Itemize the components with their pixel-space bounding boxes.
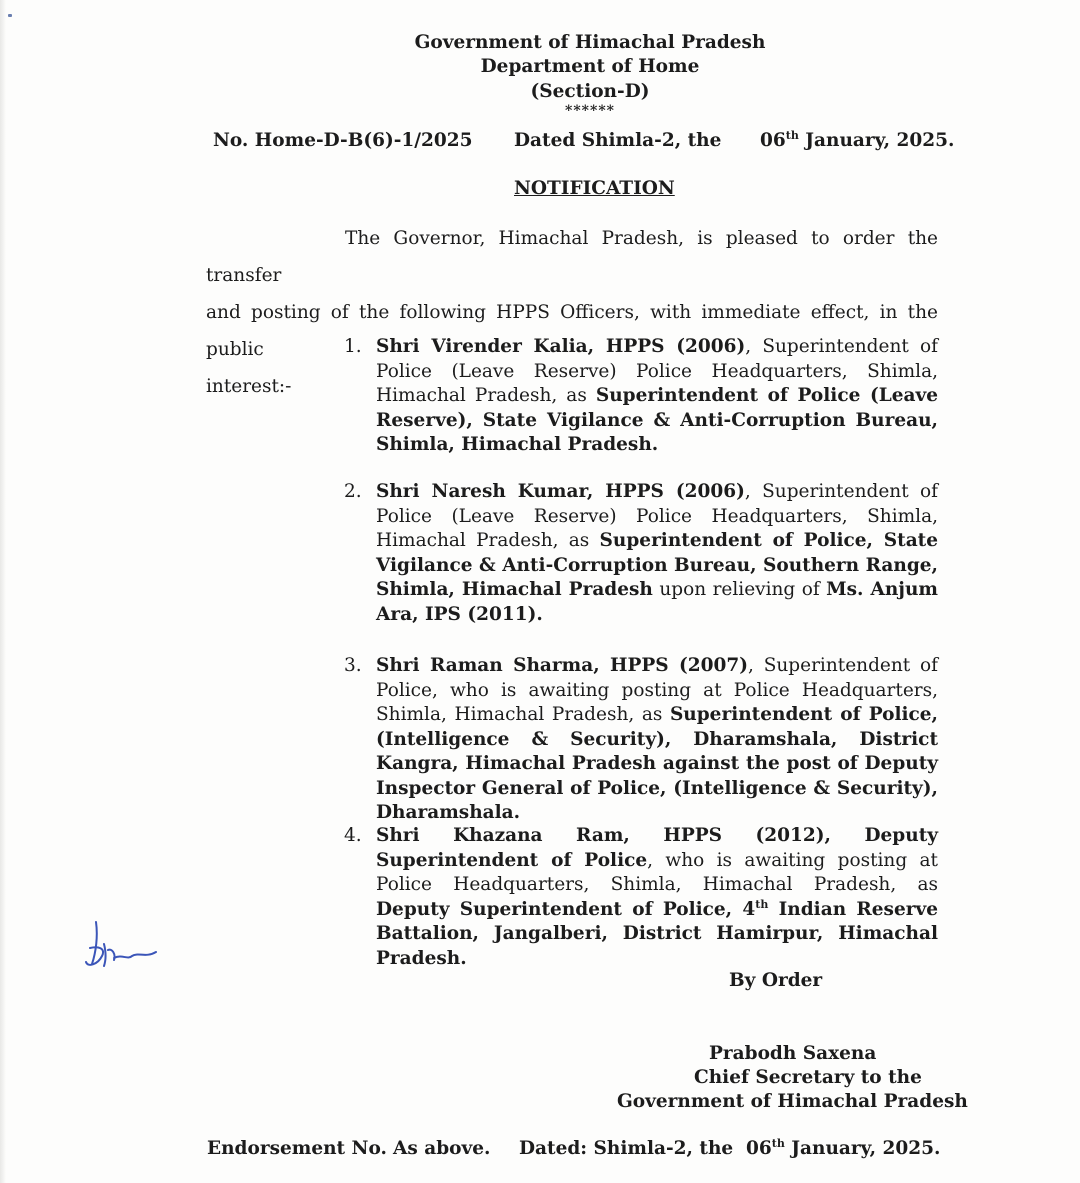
signatory-name: Prabodh Saxena (709, 1043, 877, 1064)
initials-signature-icon (84, 918, 160, 978)
scan-speck (8, 14, 12, 17)
reference-dated-label: Dated Shimla-2, the (514, 130, 722, 151)
header-government: Government of Himachal Pradesh (414, 32, 766, 53)
signatory-office: Government of Himachal Pradesh (617, 1091, 968, 1112)
intro-line-2: and posting of the following HPPS Officers, with immediate effect, in the public (206, 302, 938, 360)
item-text: Shri Naresh Kumar, HPPS (2006), Superintendent of Police (Leave Reserve) Police Headquarters, Shimla, Himachal Pradesh, as Superintendent of Police, State Vigilance & Anti-Corruption Bureau, Southern Range, Shimla, Himachal Pradesh upon relieving of Ms. Anjum Ara, IPS (2011). (376, 481, 938, 625)
intro-line-1: The Governor, Himachal Pradesh, is pleased to order the transfer (206, 228, 938, 286)
item-text: Shri Raman Sharma, HPPS (2007), Superintendent of Police, who is awaiting posting at Police Headquarters, Shimla, Himachal Pradesh, as Superintendent of Police, (Intelligence & Security), Dharamshala, District Kangra, Himachal Pradesh against the post of Deputy Inspector General of Police, (Intelligence & Security), Dharamshala. (376, 655, 938, 823)
item-number: 2. (344, 481, 362, 502)
header-department: Department of Home (480, 56, 700, 77)
item-text: Shri Virender Kalia, HPPS (2006), Superintendent of Police (Leave Reserve) Police Headquarters, Shimla, Himachal Pradesh, as Superintendent of Police (Leave Reserve), State Vigilance & Anti-Corruption Bureau, Shimla, Himachal Pradesh. (376, 336, 938, 455)
list-item (344, 654, 938, 826)
list-item (344, 480, 938, 627)
item-number: 3. (344, 655, 362, 676)
list-item (344, 824, 938, 971)
notification-title: NOTIFICATION (514, 178, 675, 199)
endorsement-value: As above. (393, 1138, 491, 1159)
signatory-designation: Chief Secretary to the (694, 1067, 922, 1088)
header-stars: ****** (565, 103, 615, 119)
reference-date: 06th January, 2025. (760, 128, 955, 151)
endorsement-date: 06th January, 2025. (746, 1136, 941, 1159)
item-text: Shri Khazana Ram, HPPS (2012), Deputy Superintendent of Police, who is awaiting posting at Police Headquarters, Shimla, Himachal Pradesh, as Deputy Superintendent of Police, 4th Indian Reserve Battalion, Jangalberi, District Hamirpur, Himachal Pradesh. (376, 825, 939, 969)
list-item (344, 335, 938, 458)
item-number: 1. (344, 336, 362, 357)
scan-edge (0, 0, 6, 1183)
by-order-label: By Order (729, 970, 823, 991)
endorsement-dated-label: Dated: Shimla-2, the (519, 1138, 734, 1159)
header-section: (Section-D) (530, 81, 650, 102)
item-number: 4. (344, 825, 362, 846)
intro-line-3: interest:- (206, 376, 292, 397)
endorsement-label: Endorsement No. (207, 1138, 387, 1159)
reference-number: No. Home-D-B(6)-1/2025 (213, 130, 473, 151)
handwritten-initials (84, 918, 160, 978)
